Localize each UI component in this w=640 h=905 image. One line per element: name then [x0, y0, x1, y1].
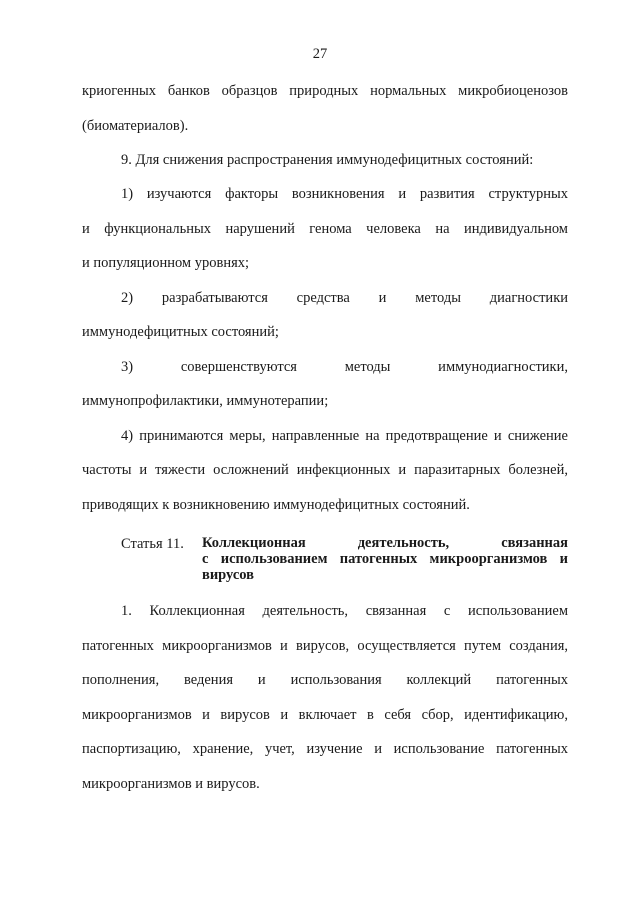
article-title-line: вирусов — [202, 567, 255, 583]
text-line: частоты и тяжести осложнений инфекционных и паразитарных болезней, — [82, 462, 568, 478]
text-line: 3) совершенствуются методы иммунодиагностики, — [121, 359, 568, 375]
text-line: 1. Коллекционная деятельность, связанная с использованием — [121, 603, 568, 619]
text-line: и популяционном уровнях; — [82, 255, 250, 271]
text-line: (биоматериалов). — [82, 118, 189, 134]
text-line: патогенных микроорганизмов и вирусов, осуществляется путем создания, — [82, 638, 568, 654]
text-line: и функциональных нарушений генома человека на индивидуальном — [82, 221, 568, 237]
text-line: 9. Для снижения распространения иммунодефицитных состояний: — [121, 152, 534, 168]
text-line: пополнения, ведения и использования коллекций патогенных — [82, 672, 568, 688]
text-line: 2) разрабатываются средства и методы диагностики — [121, 290, 568, 306]
text-line: 1) изучаются факторы возникновения и развития структурных — [121, 186, 568, 202]
text-line: иммунодефицитных состояний; — [82, 324, 279, 340]
text-line: иммунопрофилактики, иммунотерапии; — [82, 393, 329, 409]
text-line: криогенных банков образцов природных нормальных микробиоценозов — [82, 83, 568, 99]
article-title-line: Коллекционная деятельность, связанная — [202, 535, 568, 551]
article-label: Статья 11. — [121, 536, 184, 552]
text-line: 4) принимаются меры, направленные на предотвращение и снижение — [121, 428, 568, 444]
text-line: микроорганизмов и вирусов. — [82, 776, 260, 792]
page-number: 27 — [312, 46, 328, 62]
text-line: микроорганизмов и вирусов и включает в себя сбор, идентификацию, — [82, 707, 568, 723]
text-line: приводящих к возникновению иммунодефицитных состояний. — [82, 497, 470, 513]
text-line: паспортизацию, хранение, учет, изучение и использование патогенных — [82, 741, 568, 757]
article-title-line: с использованием патогенных микроорганизмов и — [202, 551, 568, 567]
